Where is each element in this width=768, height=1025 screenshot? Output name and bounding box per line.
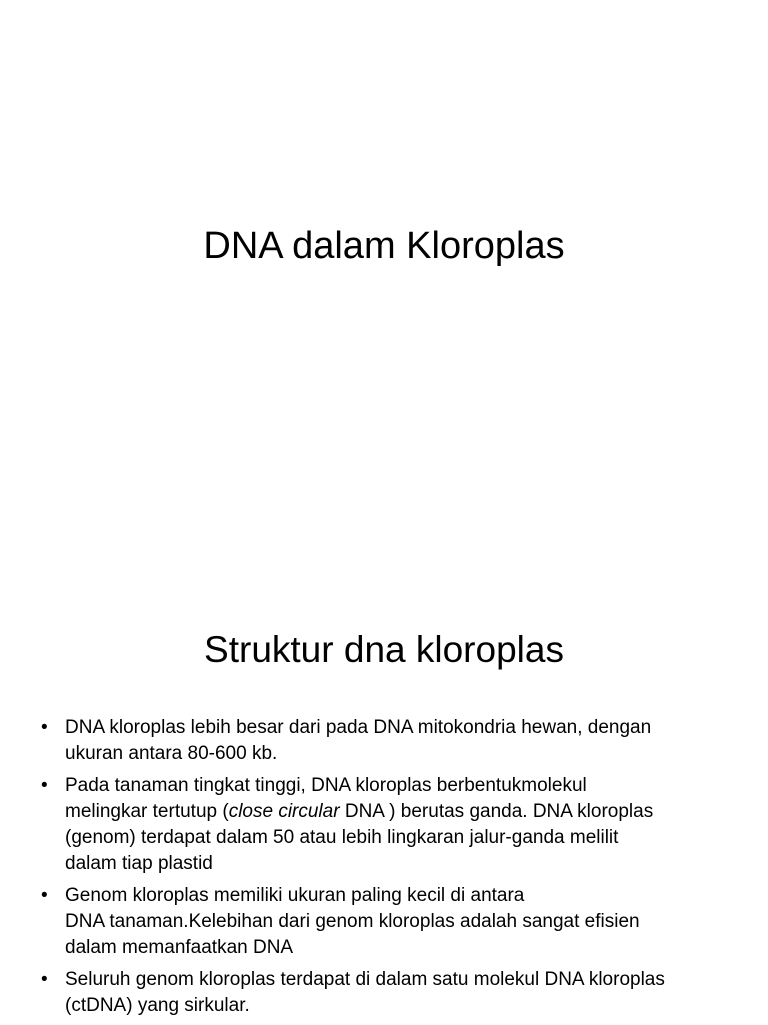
bullet-dot-icon: • [41,969,48,990]
bullet-text-segment: DNA ) berutas ganda. DNA kloroplas [339,801,654,822]
content-slide-heading: Struktur dna kloroplas [204,629,564,670]
bullet-list [38,715,738,1025]
bullet-item [38,883,738,961]
bullet-text-line: Pada tanaman tingkat tinggi, DNA kloroplas berbentukmolekul [65,775,587,796]
bullet-text-line: DNA tanaman.Kelebihan dari genom kloroplas adalah sangat efisien [65,911,640,932]
bullet-text-line: Genom kloroplas memiliki ukuran paling kecil di antara [65,885,525,906]
bullet-item [38,773,738,877]
bullet-dot-icon: • [41,885,48,906]
bullet-dot-icon: • [41,775,48,796]
bullet-italic-term: close circular [228,801,340,822]
bullet-dot-icon: • [41,717,48,738]
bullet-text-line: DNA kloroplas lebih besar dari pada DNA mitokondria hewan, dengan [65,717,652,738]
bullet-item [38,967,738,1019]
bullet-text-line: dalam memanfaatkan DNA [65,937,294,958]
slide-title-heading: DNA dalam Kloroplas [203,225,565,267]
bullet-text-line: Seluruh genom kloroplas terdapat di dalam satu molekul DNA kloroplas [65,969,665,990]
bullet-item [38,715,738,767]
bullet-text-line: dalam tiap plastid [65,853,213,874]
bullet-text-line: (genom) terdapat dalam 50 atau lebih lingkaran jalur-ganda melilit [65,827,619,848]
bullet-text-line: (ctDNA) yang sirkular. [65,995,250,1016]
bullet-text-line: ukuran antara 80-600 kb. [65,743,278,764]
bullet-text-segment: melingkar tertutup ( [65,801,229,822]
bullet-text-line [65,799,738,825]
slide-content [0,576,768,1024]
